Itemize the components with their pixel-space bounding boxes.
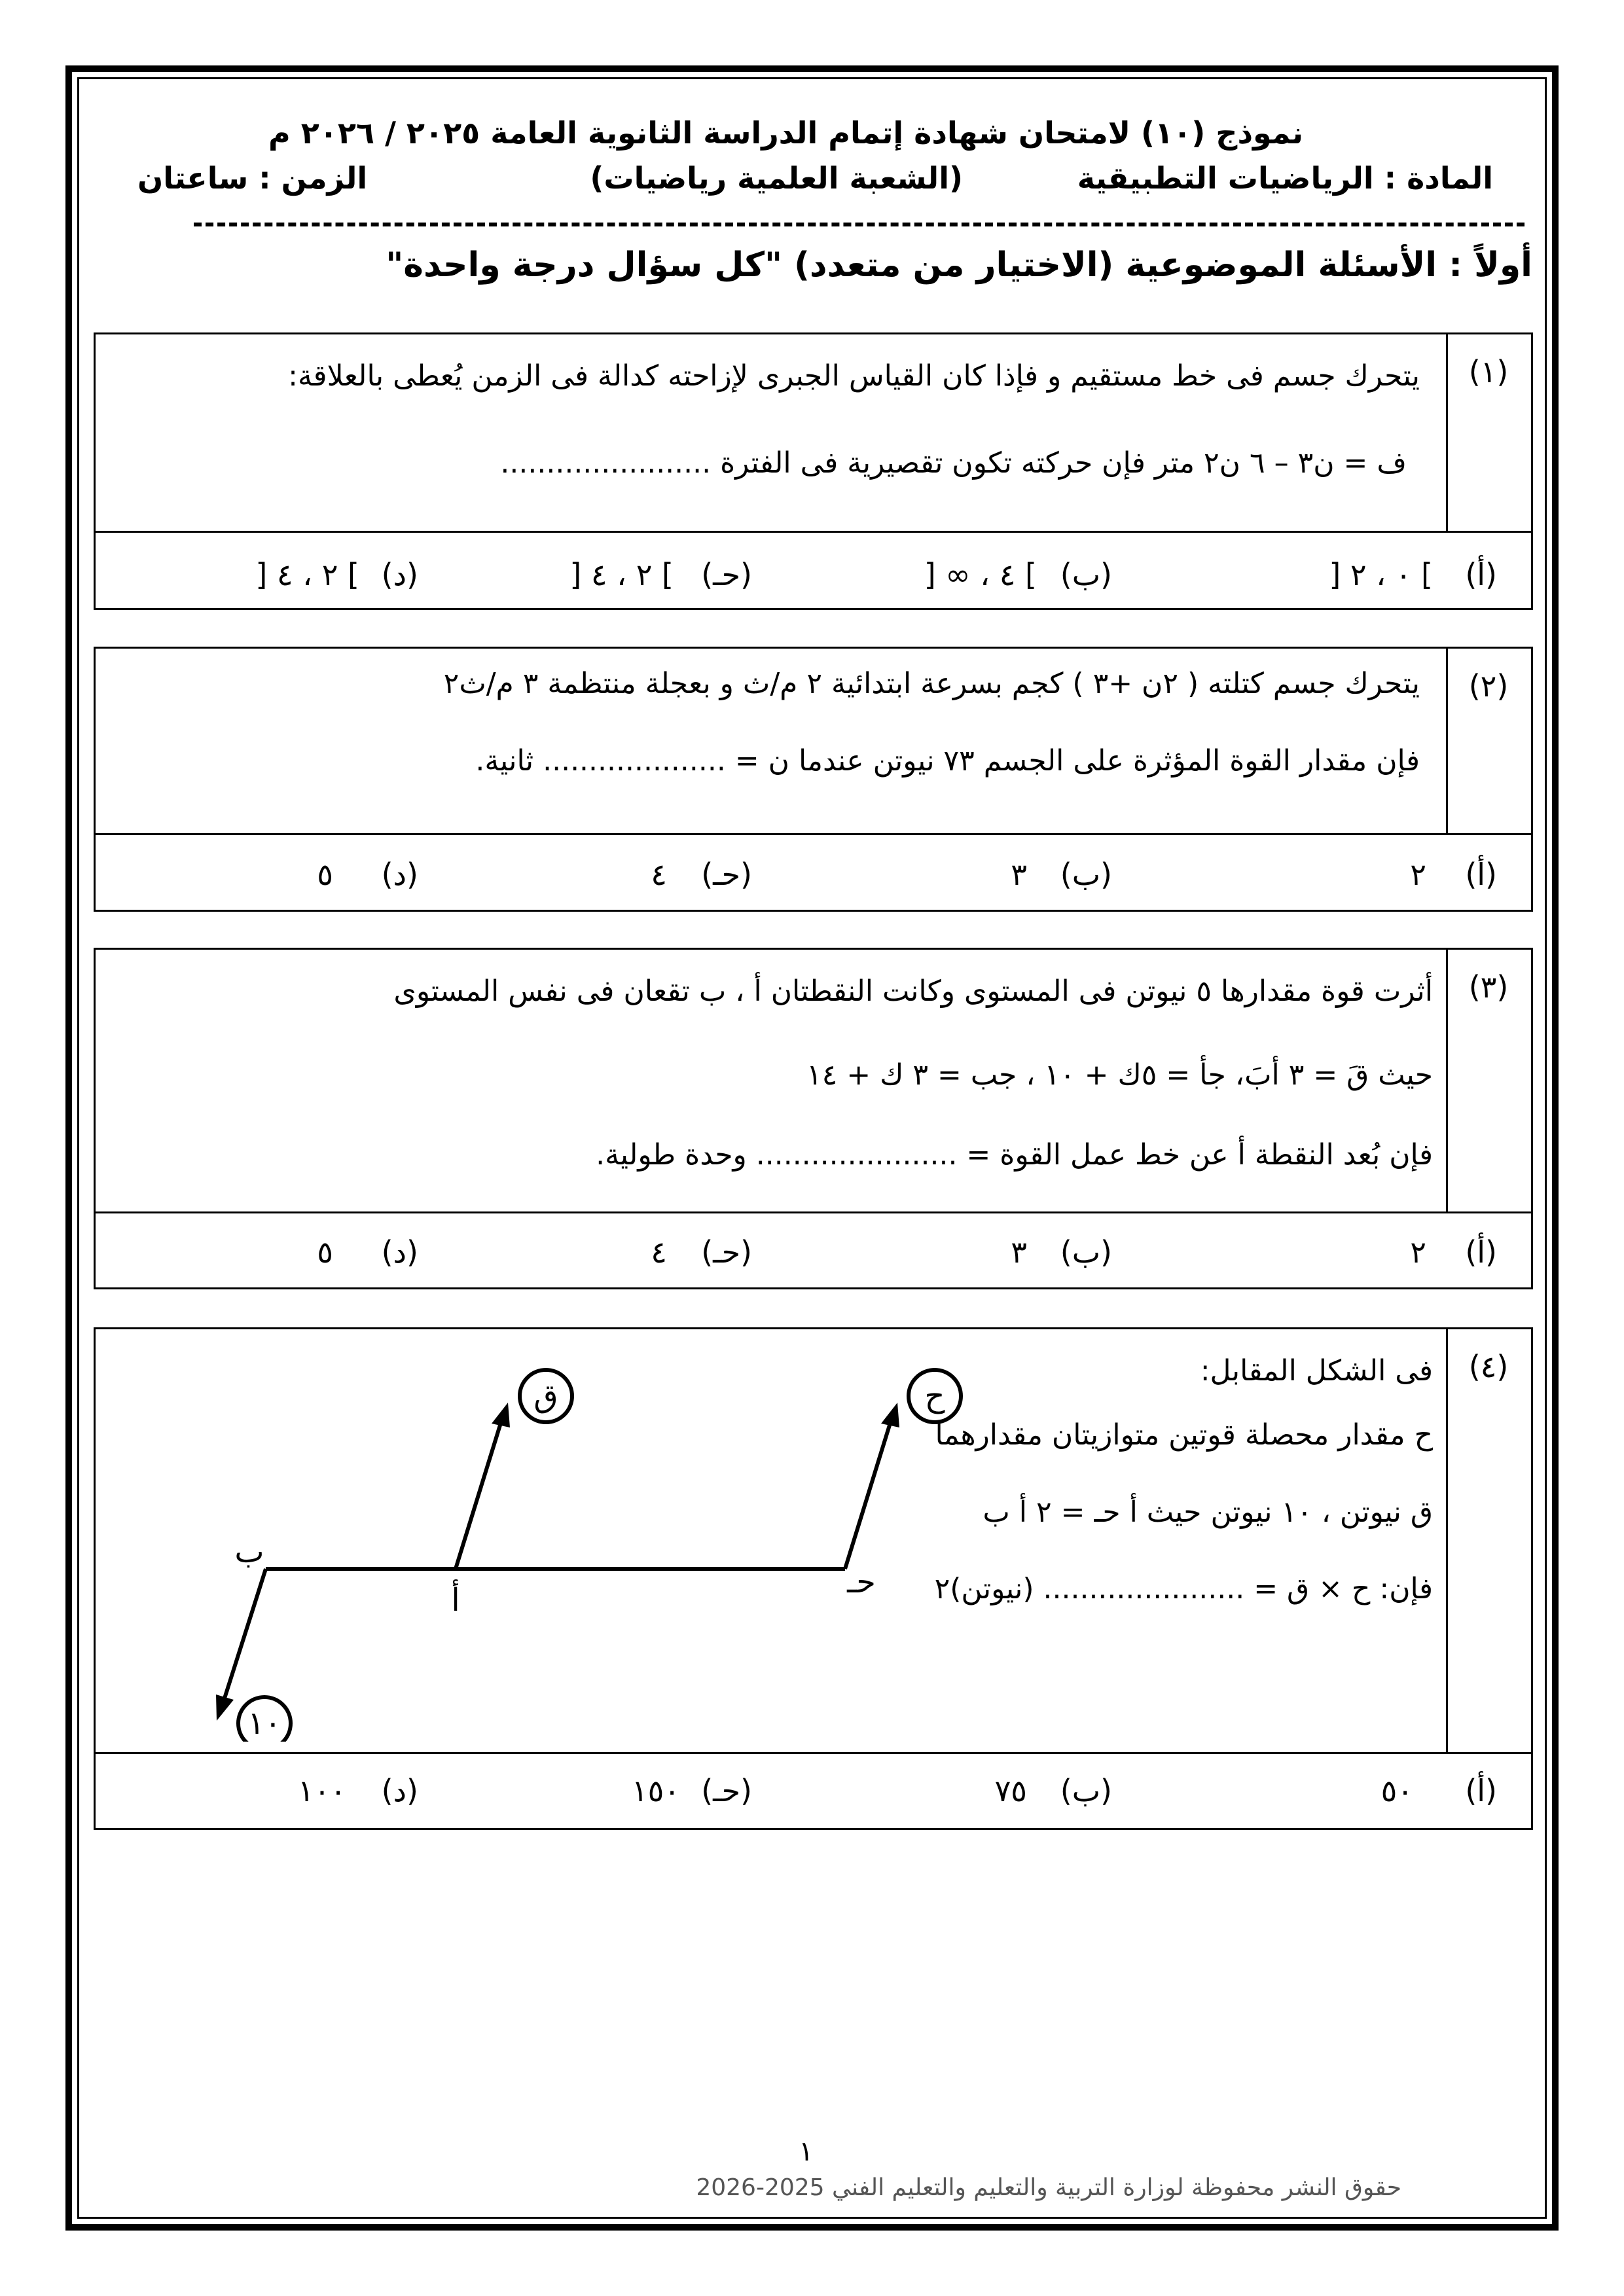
question-text-line: ق نيوتن ، ١٠ نيوتن حيث أ حـ = ٢ أ ب — [983, 1496, 1433, 1529]
question-3-box — [94, 948, 1533, 1289]
question-number: (٢) — [1468, 668, 1509, 704]
options-row — [96, 833, 1531, 916]
option-value: ٣ — [1011, 1234, 1027, 1270]
question-number-cell — [1446, 1329, 1531, 1752]
option-label[interactable]: (ب) — [1060, 857, 1112, 892]
question-text-line: فى الشكل المقابل: — [1200, 1354, 1433, 1388]
option-value: ] ٢ ، ٤ [ — [255, 557, 359, 592]
force-10-arrow — [223, 1569, 266, 1702]
option-value: ٤ — [651, 1234, 667, 1270]
option-value: ] ٢ ، ٤ [ — [569, 557, 674, 592]
option-value: ٥ — [317, 1234, 333, 1270]
option-value: ] ٠ ، ٢ [ — [1329, 557, 1433, 592]
exam-title: نموذج (١٠) لامتحان شهادة إتمام الدراسة الثانوية العامة ٢٠٢٥ / ٢٠٢٦ م — [268, 115, 1303, 151]
label-force-q: ق — [533, 1378, 558, 1414]
question-text-line: حيث قَ = ٣ أبَ، جأ = ٥ك + ١٠ ، جب = ٣ ك + ١٤ — [806, 1058, 1433, 1092]
arrowhead-10 — [216, 1695, 234, 1721]
option-label[interactable]: (أ) — [1465, 1234, 1497, 1270]
branch-label: (الشعبة العلمية رياضيات) — [590, 160, 963, 196]
page-number: ١ — [799, 2135, 814, 2167]
label-force-r: ح — [924, 1378, 945, 1414]
option-value: ٥٠ — [1380, 1773, 1413, 1808]
options-row — [96, 1211, 1531, 1293]
question-text-line: ح مقدار محصلة قوتين متوازيتان مقدارهما — [935, 1418, 1433, 1452]
force-q-arrow — [456, 1421, 501, 1569]
header-divider — [194, 223, 1525, 226]
section-title: أولاً : الأسئلة الموضوعية (الاختيار من متعدد) "كل سؤال درجة واحدة" — [386, 245, 1532, 285]
question-text-line: يتحرك جسم كتلته ( ٢ن +٣ ) كجم بسرعة ابتدائية ٢ م/ث و بعجلة منتظمة ٣ م/ث٢ — [443, 667, 1420, 700]
option-value: ] ٤ ، ∞ [ — [924, 557, 1037, 592]
option-label[interactable]: (أ) — [1465, 857, 1497, 892]
option-label[interactable]: (أ) — [1465, 1773, 1497, 1808]
time-label: الزمن : ساعتان — [137, 160, 368, 196]
question-4-box — [94, 1327, 1533, 1830]
option-label[interactable]: (حـ) — [701, 1234, 752, 1270]
question-number: (٤) — [1468, 1349, 1509, 1384]
question-number: (٣) — [1468, 969, 1509, 1005]
question-1-box — [94, 332, 1533, 610]
question-2-box — [94, 647, 1533, 912]
option-value: ٣ — [1011, 857, 1027, 892]
option-value: ٥ — [317, 857, 333, 892]
option-label[interactable]: (د) — [381, 1234, 418, 1270]
option-value: ٢ — [1410, 857, 1426, 892]
option-label[interactable]: (حـ) — [701, 857, 752, 892]
copyright-notice: حقوق النشر محفوظة لوزارة التربية والتعليم والتعليم الفني 2025-2026 — [696, 2174, 1401, 2201]
parallel-forces-figure — [115, 1349, 966, 1742]
question-text-line: فإن: ح × ق = ...................... (نيوتن)٢ — [934, 1572, 1433, 1605]
option-label[interactable]: (حـ) — [701, 557, 752, 592]
option-label[interactable]: (د) — [381, 1773, 418, 1808]
option-value: ٢ — [1410, 1234, 1426, 1270]
option-label[interactable]: (ب) — [1060, 557, 1112, 592]
question-text-line: أثرت قوة مقدارها ٥ نيوتن فى المستوى وكانت النقطتان أ ، ب تقعان فى نفس المستوى — [393, 975, 1433, 1008]
arrowhead-r — [881, 1403, 899, 1427]
arrowhead-q — [492, 1403, 510, 1427]
subject-label: المادة : الرياضيات التطبيقية — [1077, 160, 1493, 196]
label-force-10: ١٠ — [247, 1705, 281, 1742]
option-label[interactable]: (ب) — [1060, 1234, 1112, 1270]
question-text-line: فإن بُعد النقطة أ عن خط عمل القوة = ...................... وحدة طولية. — [596, 1138, 1433, 1172]
force-r-arrow — [845, 1421, 891, 1569]
option-label[interactable]: (د) — [381, 557, 418, 592]
question-text-line: فإن مقدار القوة المؤثرة على الجسم ٧٣ نيوتن عندما ن = .................... ثانية. — [475, 744, 1420, 778]
option-label[interactable]: (حـ) — [701, 1773, 752, 1808]
option-value: ٧٥ — [994, 1773, 1027, 1808]
option-value: ١٥٠ — [631, 1773, 680, 1808]
question-number: (١) — [1468, 354, 1509, 389]
label-point-b: ب — [234, 1534, 264, 1570]
option-value: ١٠٠ — [297, 1773, 346, 1808]
label-point-c: حـ — [847, 1564, 876, 1600]
option-value: ٤ — [651, 857, 667, 892]
option-label[interactable]: (ب) — [1060, 1773, 1112, 1808]
question-text-line: يتحرك جسم فى خط مستقيم و فإذا كان القياس الجبرى لإزاحته كدالة فى الزمن يُعطى بالعلاقة: — [288, 359, 1420, 393]
option-label[interactable]: (أ) — [1465, 557, 1497, 592]
option-label[interactable]: (د) — [381, 857, 418, 892]
label-point-a: أ — [451, 1582, 460, 1619]
question-text-line: ف = ن٣ – ٦ ن٢ متر فإن حركته تكون تقصيرية فى الفترة ....................... — [500, 446, 1407, 480]
